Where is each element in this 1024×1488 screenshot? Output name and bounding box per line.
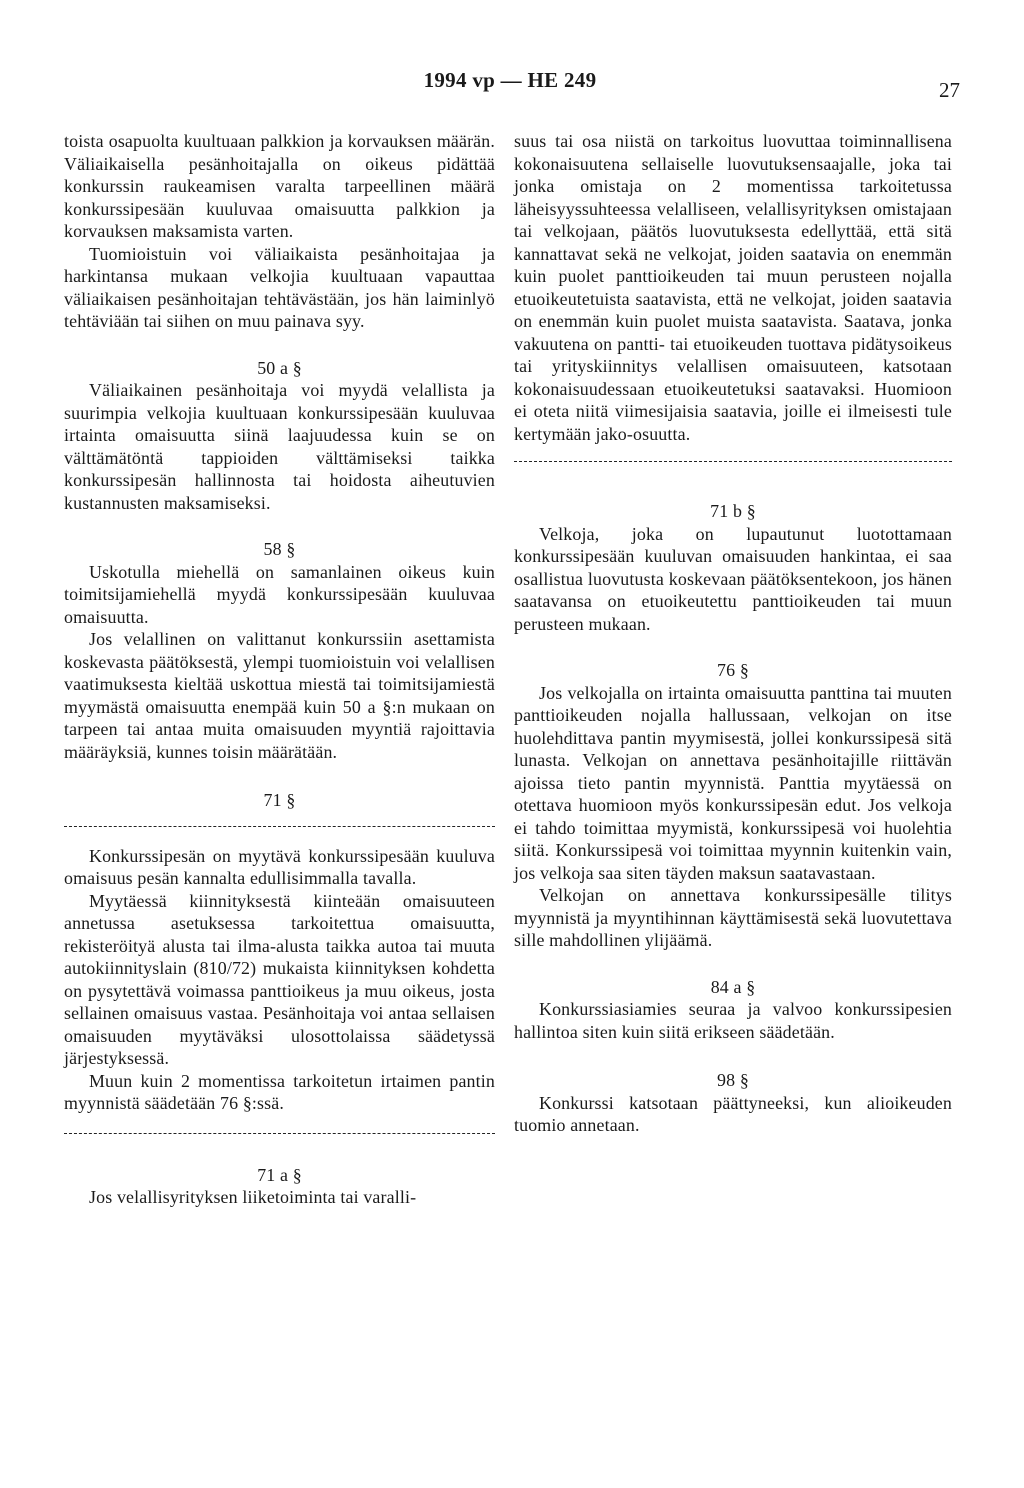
omission-line: [514, 461, 952, 462]
paragraph: Velkojan on annettava konkurssipesälle tilitys myynnistä ja myyntihinnan käyttämisestä sekä luovutettava sille mahdollinen ylijäämä.: [514, 885, 952, 950]
paragraph: Väliaikainen pesänhoitaja voi myydä velallista ja suurimpia velkojia kuultuaan konkurssipesään kuuluvaa irtainta omaisuutta siinä laajuudessa kuin se on välttämätöntä tappioiden välttämiseksi taikka konkurssipesän hallinnosta tai hoidosta aiheutuvien kustannusten maksamiseksi.: [64, 380, 495, 513]
section-heading-58: 58 §: [263, 539, 296, 559]
page-header: [0, 68, 1024, 108]
paragraph: Konkurssiasiamies seuraa ja valvoo konkurssipesien hallintoa siten kuin siitä erikseen säädetään.: [514, 999, 952, 1042]
omission-line: [64, 1133, 495, 1134]
right-column: [514, 130, 952, 1137]
paragraph: Muun kuin 2 momentissa tarkoitetun irtaimen pantin myynnistä säädetään 76 §:ssä.: [64, 1070, 495, 1113]
paragraph: Jos velallinen on valittanut konkurssiin asettamista koskevasta päätöksestä, ylempi tuomioistuin voi velallisen vaatimuksesta kieltää uskottua miestä tai toimitsijamiestä myymästä omaisuutta enempää kuin 50 a §:n mukaan on tarpeen tai antaa muita omaisuuden myyntiä rajoittavia määräyksiä, kunnes toisin määrätään.: [64, 629, 495, 762]
paragraph: Myytäessä kiinnityksestä kiinteään omaisuuteen annetussa asetuksessa tarkoitettua omaisuutta, rekisteröityä alusta tai ilma-alusta taikka autoa tai muuta autokiinnityslain (810/72) mukaista kiinnityksen kohdetta on pysytettävä voimassa panttioikeus ja muu oikeus, josta sellainen omaisuus vastaa. Pesänhoitaja voi antaa sellaisen omaisuuden myytäväksi ulosottolaissa säädetyssä järjestyksessä.: [64, 890, 495, 1068]
paragraph: Velkoja, joka on lupautunut luotottamaan konkurssipesään kuuluvan omaisuuden hankintaa, ei saa osallistua luovutusta koskevaan päätöksentekoon, jos hänen saatavansa on etuoikeutettu panttioikeuden tai muun perusteen mukaan.: [514, 523, 952, 634]
left-column: [64, 130, 495, 1209]
paragraph: Uskotulla miehellä on samanlainen oikeus kuin toimitsijamiehellä myydä konkurssipesään kuuluvaa omaisuutta.: [64, 561, 495, 627]
paragraph: suus tai osa niistä on tarkoitus luovuttaa toiminnallisena kokonaisuutena sellaiselle luovutuksensaajalle, joka tai jonka omistaja on 2 momentissa tarkoitetussa läheisyyssuhteessa velalliseen, velallisyrityksen omistajaan tai velkojaan, päätös luovutuksesta edellyttää, että sitä kannattavat sekä ne velkojat, joiden saatavia on enemmän kuin puolet panttioikeuden tai muun perusteen nojalla etuoikeutetuista saatavista, että ne velkojat, joiden saatavia on enemmän kuin puolet muista saatavista. Saatava, jonka vakuutena on pantti- tai etuoikeuden tuottava pidätysoikeus tai yrityskiinnitys velallisen omaisuuteen, katsotaan kokonaisuudessaan etuoikeutetuksi saatavaksi. Huomioon ei oteta niitä viimesijaisia saatavia, joille ei ilmeisesti tule kertymään jako-osuutta.: [514, 131, 952, 444]
section-heading-50a: 50 a §: [257, 357, 302, 378]
paragraph: Tuomioistuin voi väliaikaista pesänhoitajaa ja harkintansa mukaan velkojia kuultuaan vapauttaa väliaikaisen pesänhoitajan tehtävästään, jos hän laiminlyö tehtäviään tai siihen on muu painava syy.: [64, 243, 495, 331]
paragraph: toista osapuolta kuultuaan palkkion ja korvauksen määrän. Väliaikaisella pesänhoitajalla on oikeus pidättää konkurssin raukeamisen varalta tarpeellinen määrä konkurssipesään kuuluvaa omaisuutta palkkion ja korvauksen maksamista varten.: [64, 131, 495, 241]
section-heading-98: 98 §: [717, 1070, 749, 1090]
section-heading-76: 76 §: [717, 660, 749, 680]
section-heading-71a: 71 a §: [257, 1164, 302, 1185]
section-heading-71: 71 §: [263, 790, 296, 810]
section-heading-71b: 71 b §: [710, 501, 756, 521]
omission-line: [64, 826, 495, 827]
paragraph: Jos velallisyrityksen liiketoiminta tai varalli-: [89, 1187, 417, 1207]
page-number: 27: [939, 78, 960, 102]
paragraph: Konkurssipesän on myytävä konkurssipesään kuuluva omaisuus pesän kannalta edullisimmalla tavalla.: [64, 845, 495, 888]
section-heading-84a: 84 a §: [710, 976, 756, 997]
paragraph: Jos velkojalla on irtainta omaisuutta panttina tai muuten panttioikeuden nojalla hallussaan, velkojan on itse huolehdittava pantin myymisestä, jollei konkurssipesä sitä lunasta. Velkojan on annettava pesänhoitajille riittävän ajoissa tieto pantin myynnistä. Panttia myytäessä on otettava huomioon myös konkurssipesän edut. Jos velkoja ei tahdo toimittaa myymistä, konkurssipesä voi huolehtia siitä. Konkurssipesä voi toimittaa myynnin kuitenkin vain, jos velkoja saa siten täyden maksun saatavastaan.: [514, 682, 952, 883]
document-reference: 1994 vp — HE 249: [423, 68, 597, 92]
paragraph: Konkurssi katsotaan päättyneeksi, kun alioikeuden tuomio annetaan.: [514, 1092, 952, 1135]
